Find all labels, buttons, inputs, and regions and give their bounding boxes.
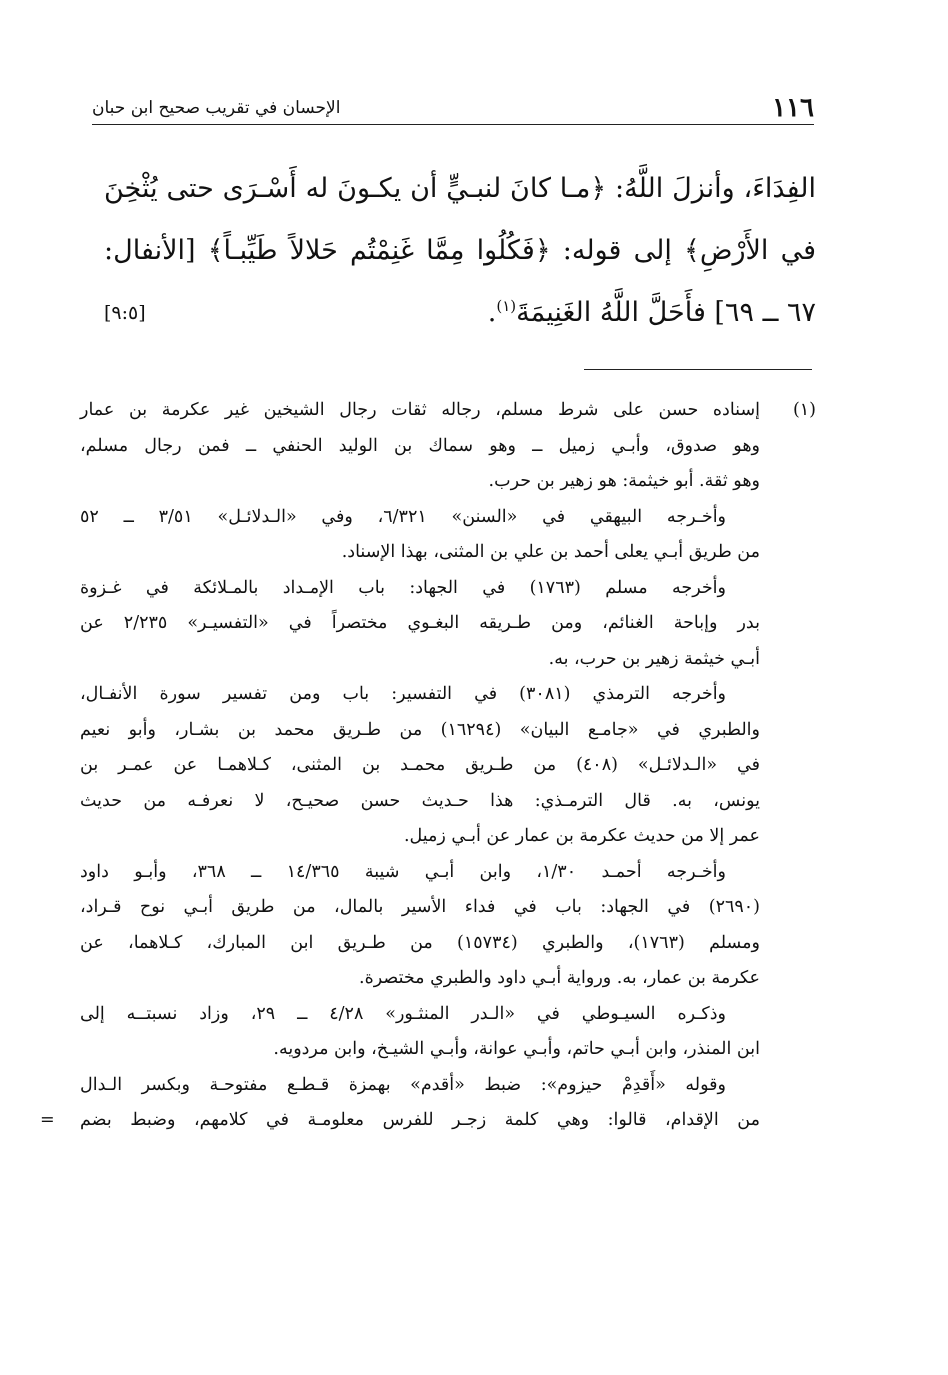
footnotes bbox=[40, 393, 816, 1139]
main-text-line: الفِدَاءَ، وأنزلَ اللَّهُ: ﴿مـا كانَ لنبـيٍّ أن يكـونَ له أَسْـرَى حتى يُثْخِنَ bbox=[104, 173, 816, 204]
footnote-marker: (١) bbox=[496, 297, 517, 315]
footnote-line: وأخرجه مسلم (١٧٦٣) في الجهاد: باب الإمـداد بالمـلائكة في غـزوة bbox=[80, 577, 726, 598]
footnote-paragraph bbox=[80, 500, 760, 571]
footnote-line: وقوله «أَقدِمْ حيزوم»: ضبط «أقدم» بهمزة قـطـع مفتوحـة وبكسر الـدال bbox=[80, 1074, 726, 1095]
footnote-line: (٢٦٩٠) في الجهاد: باب في فداء الأسير بالمال، من طريق أبـي نوح قـراد، bbox=[80, 897, 760, 917]
footnote-line: من الإقدام، قالوا: وهي كلمة زجـر للفرس معلومـة في كلامهم، وضبط بضم = bbox=[80, 1103, 760, 1139]
footnote-paragraph bbox=[80, 997, 760, 1068]
footnote-paragraph bbox=[80, 677, 760, 855]
main-text-line: في الأَرْضِ﴾ إلى قوله: ﴿فَكُلُوا مِمَّا غَنِمْتُم حَلالاً طَيِّبـاً﴾ [الأنفال: bbox=[104, 235, 816, 266]
running-title: الإحسان في تقريب صحيح ابن حبان bbox=[92, 98, 341, 118]
footnote-line: وهو صدوق، وأبـي زميل ــ وهو سماك بن الوليد الحنفي ــ فمن رجال مسلم، bbox=[80, 435, 761, 456]
footnote bbox=[40, 393, 816, 1139]
footnote-line: وأخرجه الترمذي (٣٠٨١) في التفسير: باب ومن تفسير سورة الأنفـال، bbox=[80, 684, 727, 704]
footnote-line: أبـي خيثمة زهير بن حرب، به. bbox=[548, 648, 760, 669]
page-number: ١١٦ bbox=[772, 93, 814, 123]
footnote-line: وأخـرجه البيهقي في «السنن» ٦/٣٢١، وفي «الـدلائـل» ٣/٥١ ــ ٥٢ bbox=[80, 506, 727, 527]
main-text-line: ٦٧ ــ ٦٩] فأَحَلَّ اللَّهُ الغَنِيمَةَ$^{(١)}$. [٩:٥] bbox=[104, 282, 816, 344]
footnote-line: عكرمة بن عمار، به. ورواية أبـي داود والطبري مختصرة. bbox=[359, 968, 760, 988]
footnote-line: يونس، به. قال الترمـذي: هذا حـديث حسن صحيـح، لا نعرفـه من حديث bbox=[80, 790, 760, 811]
footnote-line: ومسلم (١٧٦٣)، والطبري (١٥٧٣٤) من طـريق ابن المبارك، كـلاهما، عن bbox=[80, 932, 760, 953]
continuation-mark: = bbox=[40, 1110, 55, 1130]
footnote-line: عمر إلا من حديث عكرمة بن عمار عن أبـي زميل. bbox=[403, 826, 760, 846]
footnote-line: وأخـرجه أحمـد ١/٣٠، وابن أبـي شيبة ١٤/٣٦٥ ــ ٣٦٨، وأبـو داود bbox=[80, 861, 726, 882]
footnote-line: من طريق أبـي يعلى أحمد بن علي بن المثنى، بهذا الإسناد. bbox=[341, 542, 760, 562]
footnote-number: (١) bbox=[792, 400, 816, 420]
end-punctuation: . bbox=[487, 297, 497, 328]
footnote-list bbox=[40, 393, 816, 1139]
footnote-paragraph bbox=[80, 855, 760, 997]
main-text bbox=[104, 158, 816, 344]
footnote-paragraph bbox=[80, 393, 760, 500]
footnote-separator bbox=[584, 369, 812, 370]
footnote-line: والطبري في «جامـع البيان» (١٦٢٩٤) من طـريق محمد بن بشـار، وأبو نعيم bbox=[80, 719, 760, 740]
hadith-reference: [٩:٥] bbox=[104, 302, 146, 324]
footnote-paragraph bbox=[40, 1068, 760, 1139]
footnote-line: وذكـره السيـوطي في «الـدر المنثـور» ٤/٢٨ ــ ٢٩، وزاد نسبتــه إلى bbox=[80, 1003, 726, 1024]
footnote-paragraph bbox=[80, 571, 760, 678]
footnote-line: في «الـدلائـل» (٤٠٨) من طـريق محمـد بن المثنى، كـلاهمـا عن عمـر بن bbox=[80, 755, 760, 775]
footnote-line: وهو ثقة. أبو خيثمة: هو زهير بن حرب. bbox=[488, 471, 760, 491]
page-header bbox=[92, 92, 814, 125]
footnote-line: ابن المنذر، وابن أبـي حاتم، وأبـي عوانة، وأبـي الشيـخ، وابن مردويه. bbox=[273, 1039, 760, 1059]
footnote-line: بدر وإباحة الغنائم، ومن طـريقه البغـوي مختصراً في «التفسيـر» ٢/٢٣٥ عن bbox=[80, 613, 760, 633]
footnote-line: إسناده حسن على شرط مسلم، رجاله ثقات رجال الشيخين غير عكرمة بن عمار bbox=[80, 400, 760, 420]
footnote-body bbox=[40, 393, 761, 1139]
